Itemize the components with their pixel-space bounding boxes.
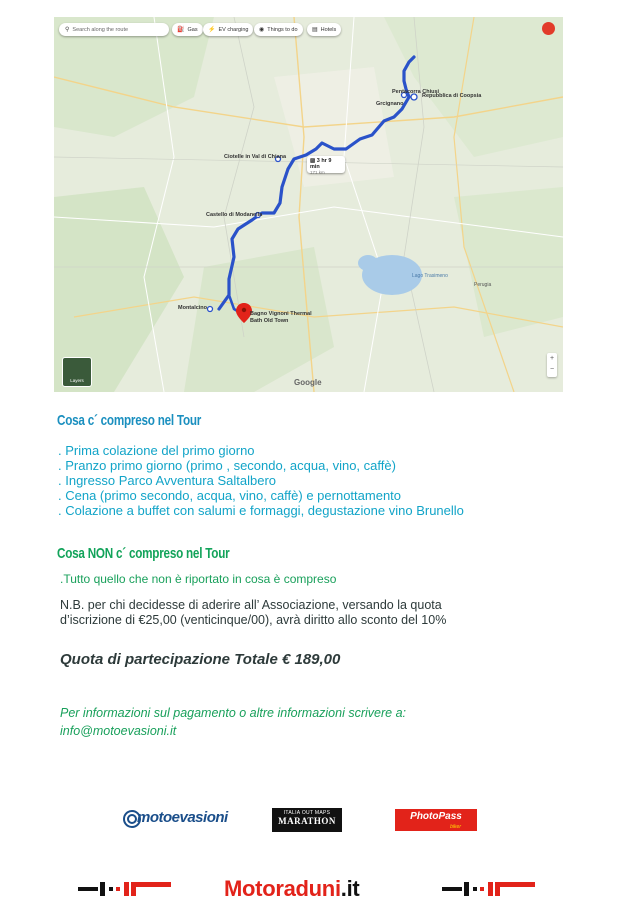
motoraduni-logo [224, 876, 359, 902]
layers-label: Layers [70, 378, 84, 383]
chip-ev-charging[interactable] [203, 23, 253, 36]
map-label-coopsia: Repubblica di Coopsia [422, 93, 482, 99]
list-item: . Cena (primo secondo, acqua, vino, caffè) e pernottamento [58, 488, 402, 503]
route-map[interactable] [54, 17, 563, 392]
total-price: Quota di partecipazione Totale € 189,00 [60, 651, 341, 668]
footer-left-graphic [78, 882, 174, 896]
zoom-out-icon[interactable]: − [549, 366, 555, 373]
info-text: Per informazioni sul pagamento o altre informazioni scrivere a: [60, 706, 406, 720]
layers-button[interactable] [62, 357, 92, 387]
map-label-grcignano: Grcignano [376, 101, 404, 107]
not-included-title: Cosa NON c´ compreso nel Tour [57, 545, 230, 562]
map-label-chiusi: Pentacorra Chiusi [392, 89, 440, 95]
marathon-top-text: ITALIA OUT MAPS [283, 810, 331, 816]
chip-ev-label: EV charging [218, 26, 249, 33]
map-label-perugia: Perugia [474, 282, 492, 288]
marathon-text: MARATHON [278, 816, 336, 826]
car-icon: ▨ [310, 158, 316, 164]
photopass-logo [395, 809, 477, 831]
list-item: . Colazione a buffet con salumi e formaggi, degustazione vino Brunello [58, 503, 464, 518]
included-title: Cosa c´ compreso nel Tour [57, 412, 202, 429]
list-item: . Ingresso Parco Avventura Saltalbero [58, 473, 276, 488]
nb-line-2: d’iscrizione di €25,00 (venticinque/00), avrà diritto allo sconto del 10% [60, 613, 447, 627]
list-item: . Prima colazione del primo giorno [58, 443, 255, 458]
map-label-bath-old-town: Bath Old Town [250, 318, 289, 324]
motoraduni-tld: .it [340, 876, 360, 901]
info-email[interactable]: info@motoevasioni.it [60, 724, 177, 738]
account-avatar[interactable] [542, 22, 555, 35]
photopass-text: PhotoPass [410, 811, 462, 822]
map-label-montalcino: Montalcino [178, 305, 208, 311]
nb-line-1: N.B. per chi decidesse di aderire all’ Associazione, versando la quota [60, 598, 442, 612]
route-time: 3 hr 9 min [310, 158, 332, 170]
google-logo: Google [294, 378, 322, 387]
not-included-note: .Tutto quello che non è riportato in cosa è compreso [60, 572, 337, 586]
map-canvas [54, 17, 563, 392]
map-label-lake: Lago Trasimeno [412, 273, 448, 279]
gas-pump-icon: ⛽ [177, 27, 185, 33]
footer-right-graphic [442, 882, 538, 896]
route-search-input[interactable] [59, 23, 169, 36]
search-icon: ⚲ [65, 27, 70, 33]
ev-charging-icon: ⚡ [208, 27, 216, 33]
zoom-in-icon[interactable]: + [549, 355, 555, 362]
motoevasioni-logo [122, 808, 226, 830]
photopass-sub: biker [450, 824, 461, 830]
bed-icon: ▤ [312, 27, 318, 33]
chip-hotels-label: Hotels [320, 26, 337, 33]
chip-things-label: Things to do [267, 26, 298, 33]
map-label-bagno-vignoni: Bagno Vignoni Thermal [250, 311, 312, 317]
motoraduni-text: Motoraduni [224, 876, 341, 901]
included-list [58, 443, 464, 518]
chip-things-to-do[interactable] [254, 23, 303, 36]
map-label-ciotelle: Ciotelle in Val di Chiana [224, 154, 287, 160]
zoom-control[interactable] [547, 353, 557, 377]
chip-gas-label: Gas [187, 26, 198, 33]
chip-hotels[interactable] [307, 23, 341, 36]
marathon-logo [272, 808, 342, 832]
route-info-box[interactable] [307, 156, 345, 173]
chip-gas[interactable] [172, 23, 203, 36]
map-label-modanella: Castello di Modanella [206, 212, 263, 218]
camera-icon: ◉ [259, 27, 265, 33]
motoevasioni-text: motoevasioni [137, 809, 228, 826]
route-distance: 171 km [310, 170, 325, 175]
route-search-placeholder: Search along the route [72, 26, 129, 33]
list-item: . Pranzo primo giorno (primo , secondo, acqua, vino, caffè) [58, 458, 396, 473]
